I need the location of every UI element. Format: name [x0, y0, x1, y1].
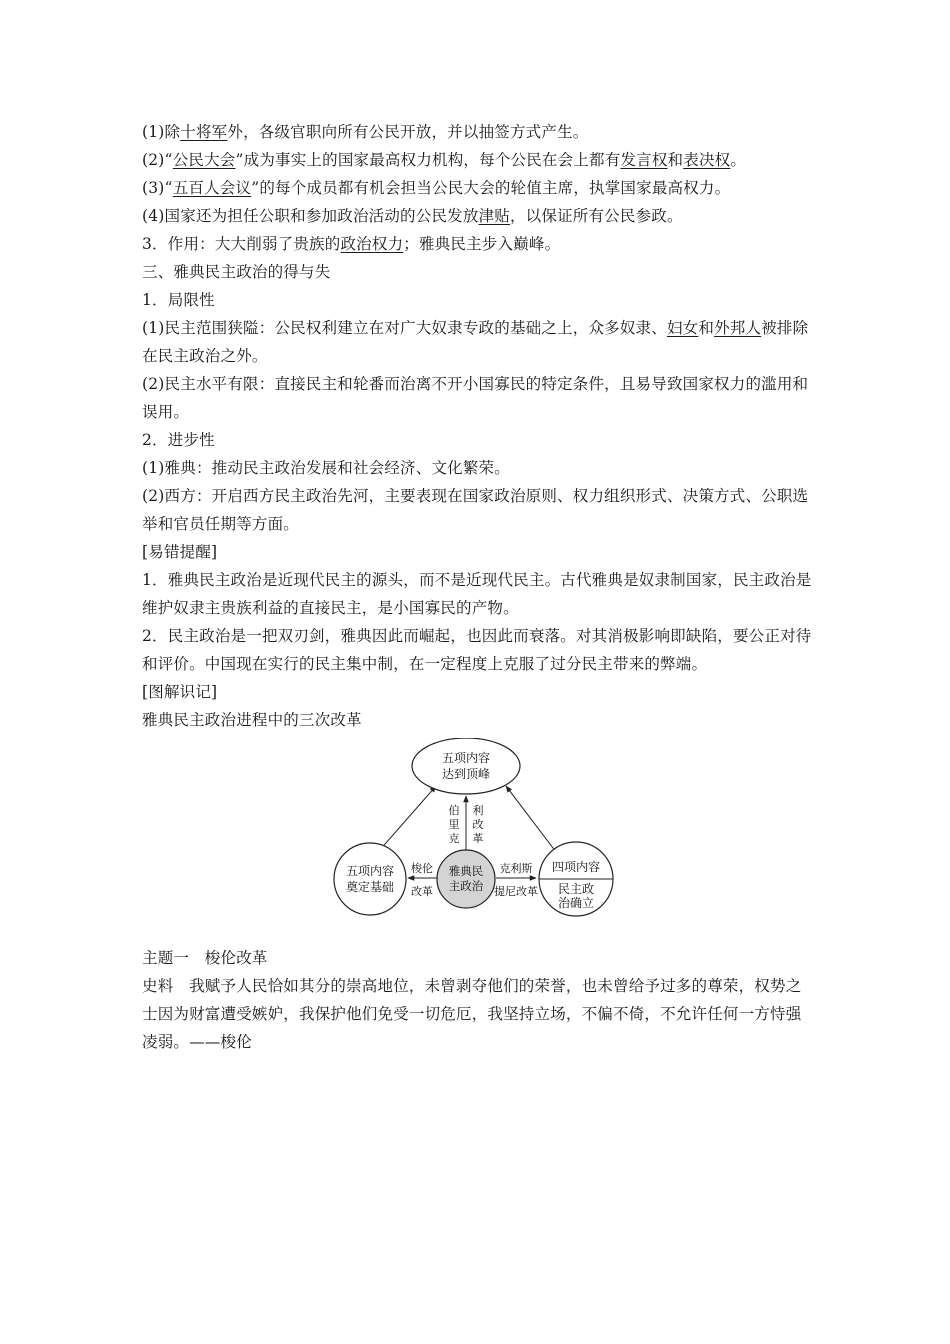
pericles-char-6: 革	[472, 832, 484, 845]
solon-label-2: 改革	[411, 885, 433, 898]
node-right-bottom-1: 民主政	[557, 882, 595, 896]
underlined-term: 发言权	[620, 151, 668, 169]
reform-item-4: (4)国家还为担任公职和参加政治活动的公民发放津贴，以保证所有公民参政。	[142, 207, 683, 225]
progress-1: (1)雅典：推动民主政治发展和社会经济、文化繁荣。	[142, 459, 510, 477]
document-body	[142, 118, 814, 734]
reform-effect: 3．作用：大大削弱了贵族的政治权力；雅典民主步入巅峰。	[142, 235, 561, 253]
node-left-line-2: 奠定基础	[345, 880, 395, 894]
underlined-term: 津贴	[478, 207, 510, 225]
cleisthenes-label-2: 提尼改革	[494, 885, 538, 898]
limitation-2: (2)民主水平有限：直接民主和轮番而治离不开小国寡民的特定条件，且易导致国家权力的滥用和误用。	[142, 375, 809, 421]
progress-2: (2)西方：开启西方民主政治先河，主要表现在国家政治原则、权力组织形式、决策方式、公职选举和官员任期等方面。	[142, 487, 809, 533]
pericles-char-1: 伯	[448, 804, 460, 817]
arrow-left-to-top	[378, 786, 436, 852]
arrow-right-to-top	[506, 786, 556, 852]
pericles-char-2: 里	[448, 818, 460, 831]
subheading-limitations: 1．局限性	[142, 291, 215, 309]
source-quote: 史料 我赋予人民恰如其分的崇高地位，未曾剥夺他们的荣誉，也未曾给予过多的尊荣，权势之士因为财富遭受嫉妒，我保护他们免受一切危厄，我坚持立场，不偏不倚，不允许任何一方恃强凌弱。——梭伦	[142, 977, 802, 1051]
underlined-term: 表决权	[683, 151, 731, 169]
underlined-term: 政治权力	[340, 235, 404, 253]
pericles-char-5: 改	[472, 818, 484, 831]
node-top-line-1: 五项内容	[441, 751, 491, 765]
pericles-char-4: 利	[472, 804, 484, 817]
diagram-heading: [图解识记]	[142, 683, 218, 701]
subheading-progress: 2．进步性	[142, 431, 215, 449]
reminder-point-1: 1．雅典民主政治是近现代民主的源头，而不是近现代民主。古代雅典是奴隶制国家，民主政治是维护奴隶主贵族利益的直接民主，是小国寡民的产物。	[142, 571, 812, 617]
reminder-heading: [易错提醒]	[142, 543, 218, 561]
node-center-line-2: 主政治	[448, 879, 484, 893]
cleisthenes-label-1: 克利斯	[499, 862, 533, 875]
underlined-term: 五百人会议	[172, 179, 252, 197]
solon-label-1: 梭伦	[411, 862, 433, 875]
node-center-line-1: 雅典民	[448, 864, 484, 878]
reminder-point-2: 2．民主政治是一把双刃剑，雅典因此而崛起，也因此而衰落。对其消极影响即缺陷，要公正对待和评价。中国现在实行的民主集中制，在一定程度上克服了过分民主带来的弊端。	[142, 627, 812, 673]
topic-heading: 主题一 梭伦改革	[142, 949, 268, 967]
pericles-char-3: 克	[448, 832, 460, 845]
underlined-term: 公民大会	[172, 151, 236, 169]
underlined-term: 妇女	[666, 319, 699, 337]
node-right-top: 四项内容	[551, 860, 601, 874]
node-top-line-2: 达到顶峰	[441, 767, 491, 781]
section-heading: 三、雅典民主政治的得与失	[142, 263, 331, 281]
reform-item-2: (2)“公民大会”成为事实上的国家最高权力机构，每个公民在会上都有发言权和表决权。	[142, 151, 747, 169]
reform-diagram	[330, 738, 630, 918]
reform-item-1: (1)除十将军外，各级官职向所有公民开放，并以抽签方式产生。	[142, 123, 589, 141]
topic-section	[142, 944, 814, 1056]
diagram-title: 雅典民主政治进程中的三次改革	[142, 711, 362, 729]
underlined-term: 十将军	[180, 123, 228, 141]
reform-item-3: (3)“五百人会议”的每个成员都有机会担当公民大会的轮值主席，执掌国家最高权力。	[142, 179, 731, 197]
limitation-1: (1)民主范围狭隘：公民权利建立在对广大奴隶专政的基础之上，众多奴隶、妇女和外邦人被排除在民主政治之外。	[142, 319, 809, 365]
node-left	[334, 843, 406, 915]
node-right-bottom-2: 治确立	[557, 896, 595, 910]
underlined-term: 外邦人	[714, 319, 762, 337]
node-left-line-1: 五项内容	[345, 864, 395, 878]
node-top	[412, 738, 520, 794]
